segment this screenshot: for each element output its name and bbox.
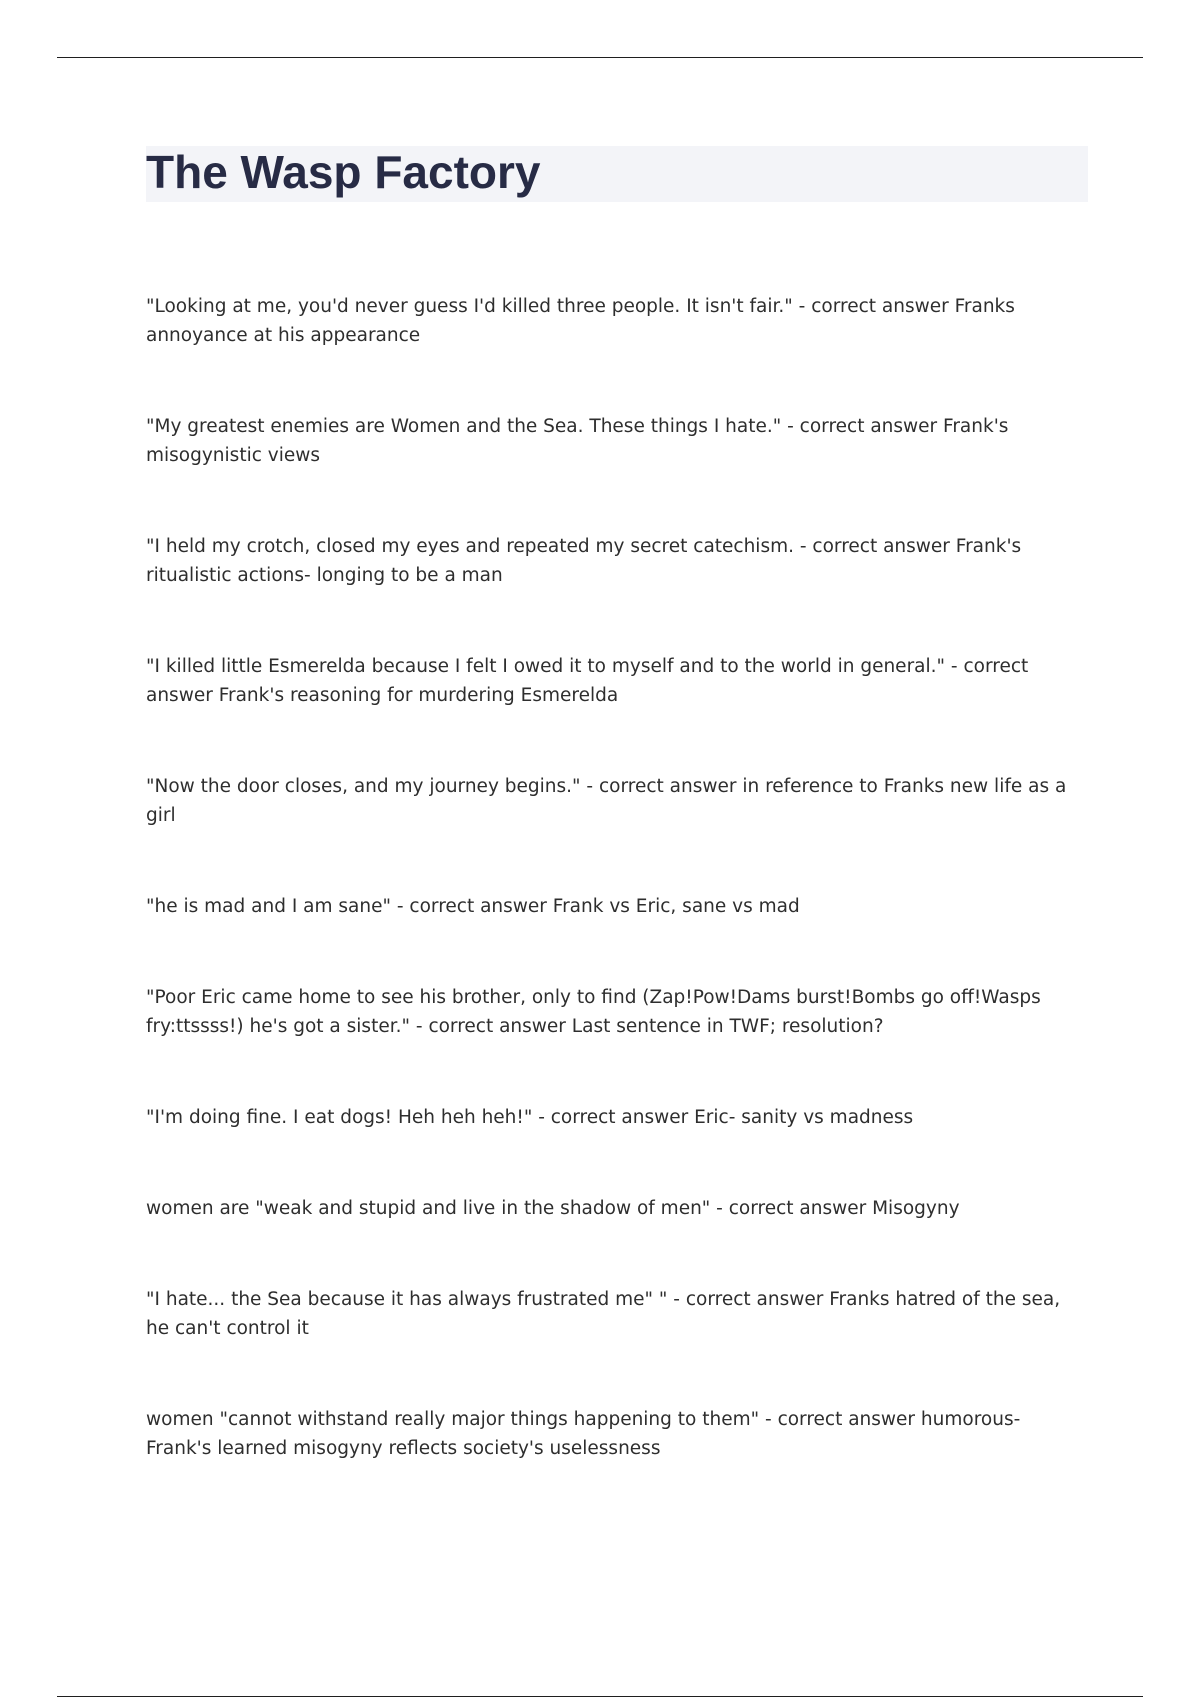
qa-entry: "I held my crotch, closed my eyes and repeated my secret catechism. - correct answer Frank's ritualistic actions- longing to be a man bbox=[146, 536, 1022, 586]
page-title: The Wasp Factory bbox=[146, 146, 541, 198]
qa-entry: "he is mad and I am sane" - correct answer Frank vs Eric, sane vs mad bbox=[146, 896, 800, 917]
qa-entry: "Looking at me, you'd never guess I'd killed three people. It isn't fair." - correct answer Franks annoyance at his appearance bbox=[146, 296, 1015, 346]
qa-entry: women are "weak and stupid and live in the shadow of men" - correct answer Misogyny bbox=[146, 1198, 960, 1219]
qa-entry: "My greatest enemies are Women and the Sea. These things I hate." - correct answer Frank's misogynistic views bbox=[146, 416, 1009, 466]
qa-entry: "I'm doing fine. I eat dogs! Heh heh heh!" - correct answer Eric- sanity vs madness bbox=[146, 1107, 914, 1128]
qa-entry: women "cannot withstand really major things happening to them" - correct answer humorous- Frank's learned misogyny reflects society's uselessness bbox=[146, 1409, 1021, 1459]
qa-entry: "I killed little Esmerelda because I felt I owed it to myself and to the world in general." - correct answer Frank's reasoning for murdering Esmerelda bbox=[146, 656, 1029, 706]
qa-entry: "I hate... the Sea because it has always frustrated me" " - correct answer Franks hatred of the sea, he can't control it bbox=[146, 1289, 1061, 1339]
qa-entry: "Now the door closes, and my journey begins." - correct answer in reference to Franks new life as a girl bbox=[146, 776, 1067, 826]
bottom-rule bbox=[57, 1696, 1143, 1697]
qa-list bbox=[146, 292, 1086, 1525]
top-rule bbox=[57, 57, 1143, 58]
qa-entry: "Poor Eric came home to see his brother, only to find (Zap!Pow!Dams burst!Bombs go off!Wasps fry:ttssss!) he's got a sister." - correct answer Last sentence in TWF; resolution? bbox=[146, 987, 1041, 1037]
